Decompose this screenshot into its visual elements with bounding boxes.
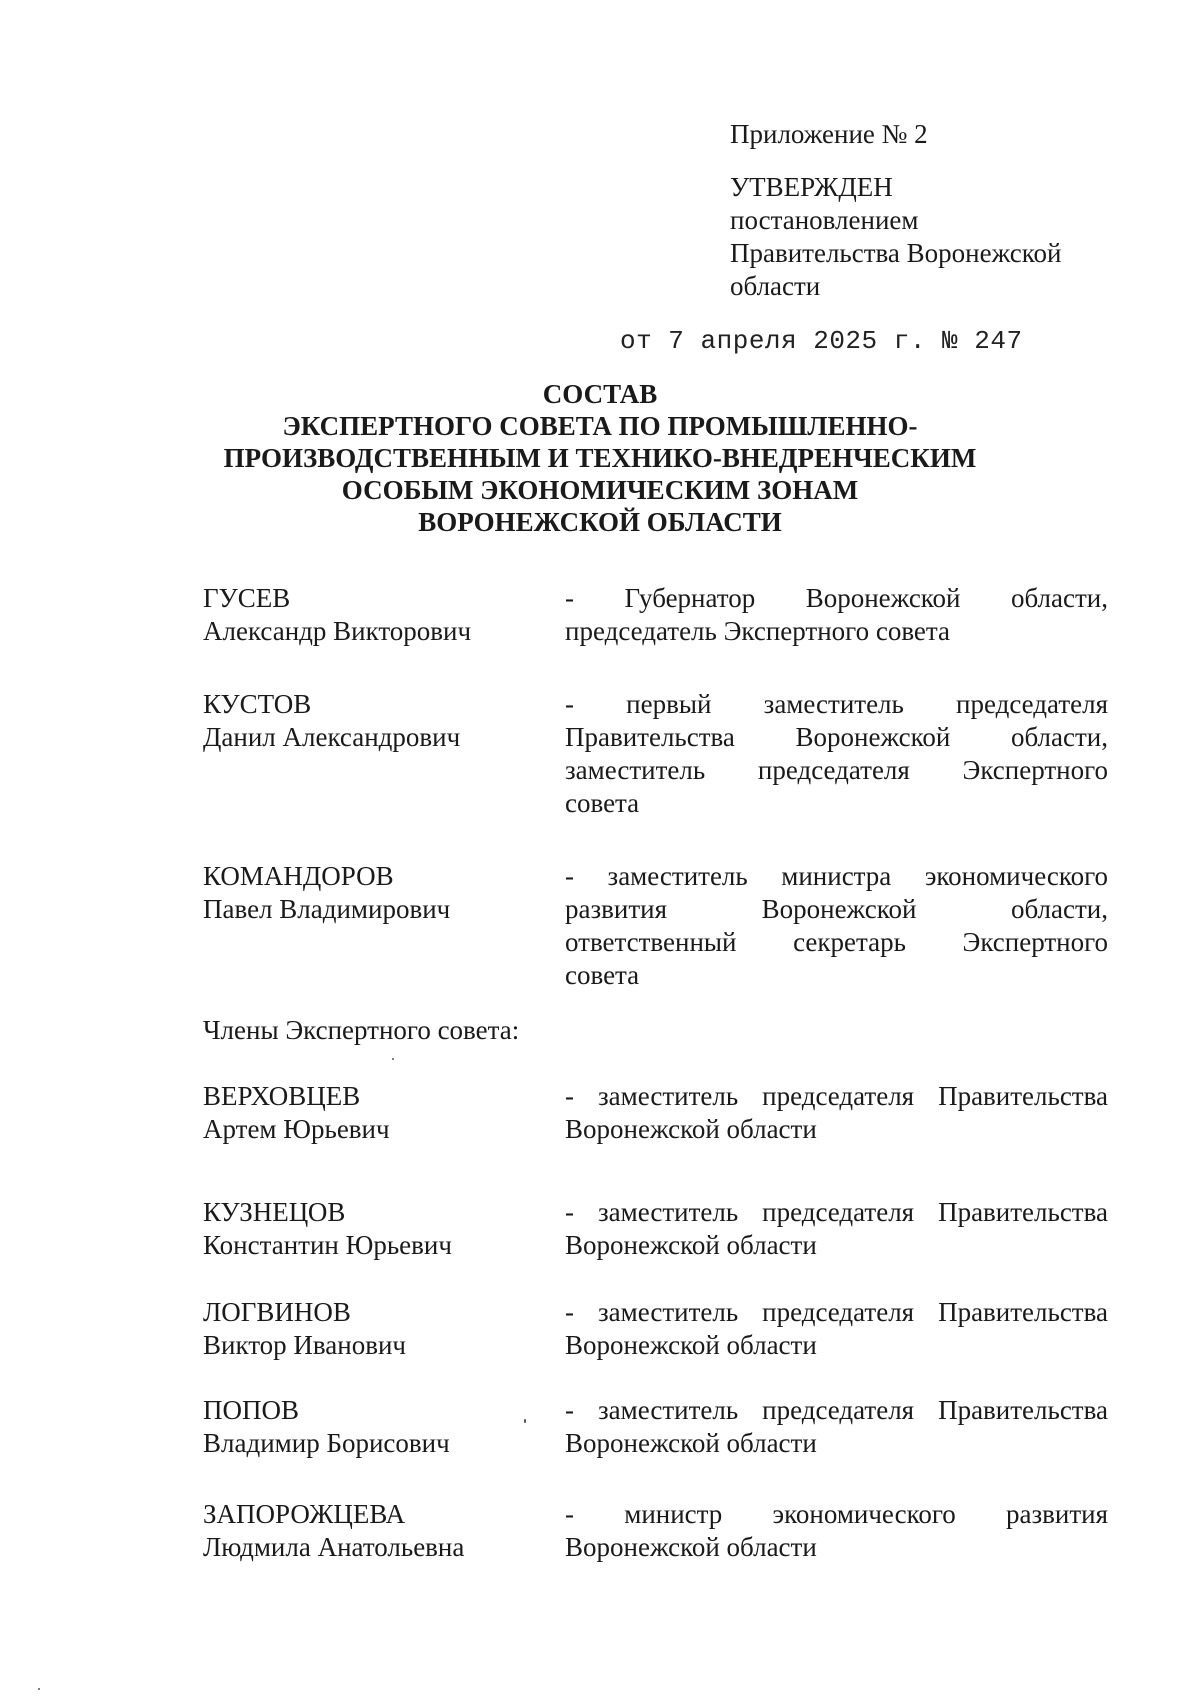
member-role-line: развития Воронежской области, <box>565 894 1108 924</box>
member-surname: ПОПОВ <box>203 1395 300 1425</box>
member-role-line: совета <box>565 788 640 818</box>
member-role-line: - заместитель министра экономического <box>565 861 1108 891</box>
member-role-line: совета <box>565 960 640 990</box>
member-given-name: Александр Викторович <box>203 616 472 646</box>
member-role-line: - первый заместитель председателя <box>565 689 1108 719</box>
member-role <box>565 688 1108 820</box>
approved-label: УТВЕРЖДЕН <box>730 172 893 202</box>
member-person <box>203 1196 565 1262</box>
member-person <box>203 860 565 926</box>
member-row <box>203 582 1108 648</box>
member-surname: ВЕРХОВЦЕВ <box>203 1081 361 1111</box>
member-surname: КУСТОВ <box>203 689 312 719</box>
member-role-line: Воронежской области <box>565 1428 817 1458</box>
member-person <box>203 1394 565 1460</box>
member-surname: ЛОГВИНОВ <box>203 1297 351 1327</box>
approval-block <box>730 118 1150 303</box>
member-surname: КУЗНЕЦОВ <box>203 1197 346 1227</box>
member-given-name: Виктор Иванович <box>203 1330 407 1360</box>
member-row <box>203 860 1108 992</box>
member-row <box>203 1080 1108 1146</box>
member-given-name: Константин Юрьевич <box>203 1230 452 1260</box>
approved-by-line-1: постановлением <box>730 205 919 235</box>
member-person <box>203 582 565 648</box>
member-person <box>203 1080 565 1146</box>
member-role-line: Воронежской области <box>565 1230 817 1260</box>
document-title <box>100 378 1100 538</box>
member-role <box>565 582 1108 648</box>
member-surname: ГУСЕВ <box>203 583 291 613</box>
member-surname: КОМАНДОРОВ <box>203 861 394 891</box>
member-role-line: заместитель председателя Экспертного <box>565 755 1108 785</box>
member-role-line: - заместитель председателя Правительства <box>565 1297 1108 1327</box>
member-surname: ЗАПОРОЖЦЕВА <box>203 1499 406 1529</box>
member-role-line: - заместитель председателя Правительства <box>565 1197 1108 1227</box>
member-person <box>203 1296 565 1362</box>
title-line-3: ПРОИЗВОДСТВЕННЫМ И ТЕХНИКО-ВНЕДРЕНЧЕСКИМ <box>223 443 977 473</box>
member-row <box>203 1196 1108 1262</box>
member-given-name: Павел Владимирович <box>203 894 451 924</box>
title-line-5: ВОРОНЕЖСКОЙ ОБЛАСТИ <box>418 507 782 537</box>
member-role <box>565 1080 1108 1146</box>
member-role <box>565 860 1108 992</box>
member-role-line: ответственный секретарь Экспертного <box>565 927 1108 957</box>
approved-by-line-2: Правительства Воронежской <box>730 238 1062 268</box>
member-role <box>565 1296 1108 1362</box>
member-role <box>565 1196 1108 1262</box>
resolution-date-number: от 7 апреля 2025 г. № 247 <box>620 326 1023 356</box>
approved-by-line-3: области <box>730 271 821 301</box>
member-row <box>203 1296 1108 1362</box>
member-row <box>203 1498 1108 1564</box>
member-row <box>203 688 1108 820</box>
member-role-line: - заместитель председателя Правительства <box>565 1395 1108 1425</box>
member-role-line: Правительства Воронежской области, <box>565 722 1108 752</box>
scan-speck <box>392 1058 394 1060</box>
scan-speck <box>38 1688 40 1690</box>
member-role-line: председатель Экспертного совета <box>565 616 951 646</box>
member-role <box>565 1498 1108 1564</box>
appendix-label: Приложение № 2 <box>730 119 928 149</box>
member-role-line: Воронежской области <box>565 1114 817 1144</box>
member-role-line: - Губернатор Воронежской области, <box>565 583 1108 613</box>
member-given-name: Владимир Борисович <box>203 1428 450 1458</box>
member-person <box>203 688 565 754</box>
title-line-4: ОСОБЫМ ЭКОНОМИЧЕСКИМ ЗОНАМ <box>341 475 859 505</box>
scan-speck <box>524 1419 526 1423</box>
member-role-line: Воронежской области <box>565 1330 817 1360</box>
member-given-name: Данил Александрович <box>203 722 461 752</box>
title-line-1: СОСТАВ <box>542 379 658 409</box>
member-given-name: Артем Юрьевич <box>203 1114 390 1144</box>
member-person <box>203 1498 565 1564</box>
member-role-line: - заместитель председателя Правительства <box>565 1081 1108 1111</box>
title-line-2: ЭКСПЕРТНОГО СОВЕТА ПО ПРОМЫШЛЕННО- <box>282 411 918 441</box>
member-role-line: - министр экономического развития <box>565 1499 1108 1529</box>
council-composition <box>203 582 1108 1564</box>
members-header: Члены Экспертного совета: <box>203 1015 520 1045</box>
member-row <box>203 1394 1108 1460</box>
member-role <box>565 1394 1108 1460</box>
member-given-name: Людмила Анатольевна <box>203 1532 465 1562</box>
member-role-line: Воронежской области <box>565 1532 817 1562</box>
